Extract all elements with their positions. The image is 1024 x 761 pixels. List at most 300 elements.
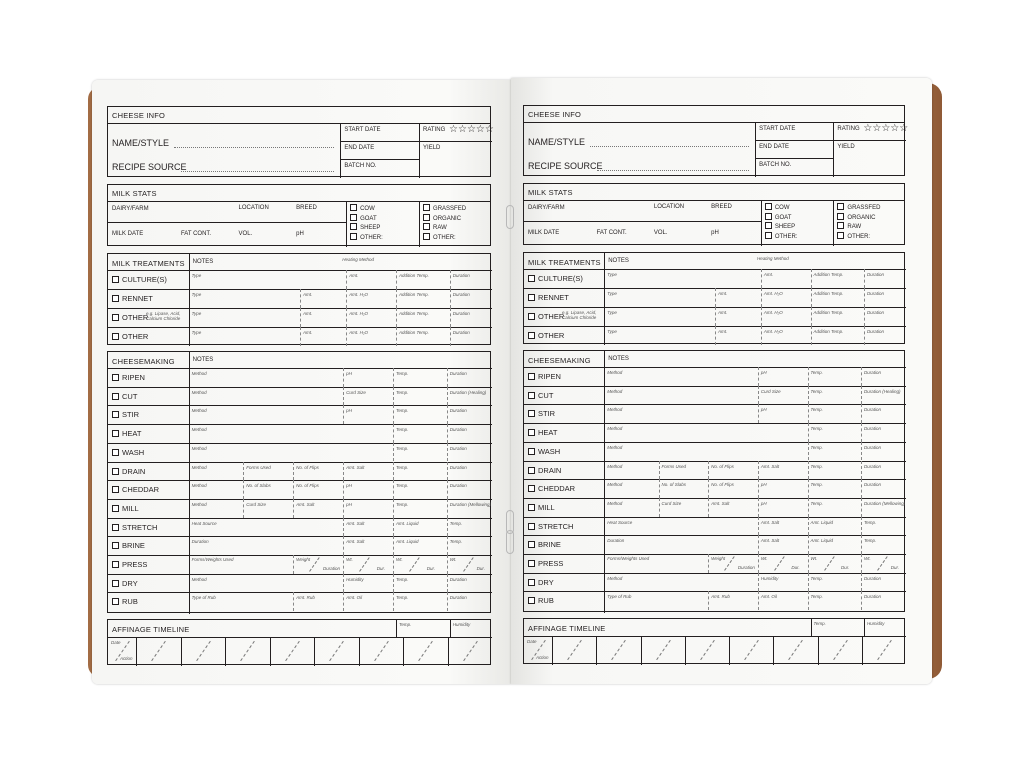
field-label: Amt. H₂O <box>349 311 369 316</box>
treatment-row-label[interactable] <box>528 293 569 302</box>
step-row-label[interactable] <box>112 597 138 606</box>
step-row-label[interactable] <box>528 559 563 568</box>
step-name: STRETCH <box>122 522 158 532</box>
checkbox[interactable] <box>765 213 772 220</box>
milk-quality-option[interactable] <box>837 213 875 221</box>
field-label: Amt. H₂O <box>763 291 783 296</box>
field-label: Duration <box>452 292 470 297</box>
cheese-info-section <box>107 106 494 177</box>
step-row-label[interactable] <box>528 372 561 381</box>
field-label: Type <box>607 272 617 277</box>
option-label: SHEEP <box>360 225 381 231</box>
step-row-label[interactable] <box>528 391 553 400</box>
field-label: Temp. <box>810 463 823 469</box>
option-label: GOAT <box>774 214 792 221</box>
field-label: Temp. <box>863 519 877 525</box>
dairy-farm-label: DAIRY/FARM <box>528 205 565 211</box>
timeline-cell[interactable] <box>314 637 315 666</box>
timeline-cell[interactable] <box>359 637 360 666</box>
step-row-label[interactable] <box>528 503 555 512</box>
treatment-row-label[interactable] <box>528 274 583 283</box>
milk-stats-section <box>107 184 491 246</box>
step-row-label[interactable] <box>112 523 157 532</box>
field-label: Duration <box>452 330 470 335</box>
checkbox[interactable] <box>112 333 119 340</box>
field-label: pH <box>760 500 767 506</box>
field-label: Amt. Rub <box>296 595 315 601</box>
step-name: BRINE <box>122 541 145 551</box>
field-label: pH <box>760 482 767 488</box>
checkbox[interactable] <box>112 411 119 418</box>
checkbox[interactable] <box>528 467 535 474</box>
checkbox[interactable] <box>350 223 357 230</box>
field-label: pH <box>346 371 352 376</box>
date-label: Date <box>111 640 121 645</box>
field-label: Temp. <box>810 407 823 413</box>
checkbox[interactable] <box>765 203 772 210</box>
field-label: Temp. <box>396 371 409 376</box>
field-label: Duration <box>863 370 881 375</box>
option-label: OTHER: <box>360 234 383 241</box>
checkbox[interactable] <box>112 449 119 456</box>
recipe-source-label: RECIPE SOURCE <box>528 161 603 171</box>
field-label: Dur. <box>890 565 900 570</box>
option-label: ORGANIC <box>433 215 462 222</box>
field-label: Type of Rub <box>191 595 216 601</box>
checkbox[interactable] <box>528 523 535 530</box>
field-label: Curd Size <box>760 388 781 394</box>
checkbox[interactable] <box>837 232 844 239</box>
checkbox[interactable] <box>528 504 535 511</box>
field-label: Type of Rub <box>607 594 632 600</box>
rating-label: RATING <box>837 126 860 132</box>
step-row-label[interactable] <box>112 392 137 401</box>
checkbox[interactable] <box>112 598 119 605</box>
step-name: DRY <box>538 577 554 587</box>
checkbox[interactable] <box>837 203 844 210</box>
staple-bottom <box>506 530 514 554</box>
field-label: Duration <box>452 273 470 278</box>
step-row-label[interactable] <box>528 522 573 531</box>
checkbox[interactable] <box>112 580 119 587</box>
field-label: Addition Temp. <box>813 310 844 315</box>
checkbox[interactable] <box>112 393 119 400</box>
step-row-label[interactable] <box>112 448 144 457</box>
step-name: CUT <box>538 390 554 400</box>
field-label: Duration <box>866 329 884 334</box>
checkbox[interactable] <box>112 374 119 381</box>
timeline-cell[interactable] <box>448 637 449 666</box>
treatment-row-label[interactable] <box>112 313 148 322</box>
checkbox[interactable] <box>837 222 844 229</box>
field-label: Forms/Weights Used <box>191 557 234 562</box>
field-label: Amt. H₂O <box>763 329 783 334</box>
field-label: Amt. H₂O <box>349 292 369 297</box>
affinage-timeline-section <box>523 618 905 664</box>
field-label: pH <box>346 501 352 507</box>
timeline-cell[interactable] <box>225 637 226 666</box>
checkbox[interactable] <box>528 294 535 301</box>
milk-type-option[interactable] <box>350 204 375 212</box>
checkbox[interactable] <box>528 392 535 399</box>
step-row-label[interactable] <box>528 447 560 456</box>
yield-label: YIELD <box>837 144 855 150</box>
field-label: Wt. <box>760 556 768 561</box>
step-row-label[interactable] <box>528 578 554 587</box>
step-name: WASH <box>538 446 561 456</box>
step-name: HEAT <box>538 428 558 438</box>
checkbox[interactable] <box>528 448 535 455</box>
checkbox[interactable] <box>528 597 535 604</box>
step-row-label[interactable] <box>112 467 145 476</box>
timeline-cell[interactable] <box>685 636 686 665</box>
milk-date-label: MILK DATE <box>112 231 144 237</box>
end-date-label: END DATE <box>759 144 790 150</box>
section-title: MILK TREATMENTS <box>112 259 185 268</box>
checkbox[interactable] <box>528 485 535 492</box>
checkbox[interactable] <box>350 233 357 240</box>
step-row-label[interactable] <box>112 579 138 588</box>
field-label: Duration (Healing) <box>863 388 901 394</box>
location-label: LOCATION <box>653 204 685 210</box>
timeline-cell[interactable] <box>403 637 404 666</box>
name-style-label: NAME/STYLE <box>528 137 586 147</box>
field-label: Type <box>191 311 202 316</box>
milk-stats-section <box>523 183 905 245</box>
cheesemaking-section <box>523 350 905 612</box>
milk-quality-option[interactable] <box>837 232 870 240</box>
checkbox[interactable] <box>112 295 119 302</box>
step-row-label[interactable] <box>112 373 145 382</box>
milk-type-option[interactable] <box>350 214 377 222</box>
milk-quality-option[interactable] <box>423 233 456 241</box>
field-label: Temp. <box>396 576 409 582</box>
field-label: Temp. <box>810 594 823 600</box>
recipe-source-field[interactable] <box>181 171 334 172</box>
field-label: Forms/Weights Used <box>607 556 650 561</box>
field-label: No. of Flips <box>296 464 319 470</box>
checkbox[interactable] <box>350 214 357 221</box>
option-label: GOAT <box>360 215 377 222</box>
milk-type-option[interactable] <box>765 222 795 230</box>
checkbox[interactable] <box>528 429 535 436</box>
checkbox[interactable] <box>528 373 535 380</box>
field-label: Duration <box>449 408 467 414</box>
field-label: Addition Temp. <box>399 311 429 316</box>
temp-label: Temp. <box>399 622 412 627</box>
step-row-label[interactable] <box>528 540 561 549</box>
section-header <box>524 184 904 201</box>
checkbox[interactable] <box>423 233 430 240</box>
field-label: Temp. <box>810 575 823 581</box>
field-label: Method <box>607 370 623 375</box>
step-row-label[interactable] <box>528 428 557 437</box>
cheese-info-section <box>523 105 909 176</box>
field-label: Duration <box>449 371 467 376</box>
field-label: Addition Temp. <box>399 292 429 297</box>
step-row-label[interactable] <box>112 541 145 550</box>
checkbox[interactable] <box>528 410 535 417</box>
checkbox[interactable] <box>423 204 430 211</box>
checkbox[interactable] <box>112 276 119 283</box>
section-title: AFFINAGE TIMELINE <box>528 624 606 633</box>
field-label: Dur. <box>841 565 850 570</box>
field-label: Addition Temp. <box>813 272 844 277</box>
checkbox[interactable] <box>112 542 119 549</box>
checkbox[interactable] <box>528 313 535 320</box>
field-label: Type <box>191 330 202 335</box>
timeline-cell[interactable] <box>181 637 182 666</box>
milk-quality-option[interactable] <box>423 214 461 222</box>
field-label: Amt. <box>303 330 313 335</box>
rating-stars[interactable]: ☆☆☆☆☆ <box>863 123 909 134</box>
step-row-label[interactable] <box>112 485 159 494</box>
field-label: Method <box>191 576 207 582</box>
field-label: Duration <box>866 310 884 315</box>
field-label: Duration <box>863 444 881 450</box>
timeline-cell[interactable] <box>729 636 730 665</box>
treatment-row-label[interactable] <box>112 332 148 341</box>
step-name: CUT <box>122 391 138 401</box>
milk-quality-option[interactable] <box>837 222 861 230</box>
timeline-cell[interactable] <box>136 637 137 666</box>
field-label: Type <box>191 292 202 297</box>
field-label: Amt. Oil <box>760 594 777 600</box>
start-date-label: START DATE <box>759 126 796 132</box>
field-label: Method <box>607 444 623 450</box>
field-label: Wt. <box>810 556 818 561</box>
treatment-name: OTHER <box>122 332 149 341</box>
field-label: Amt. <box>303 311 313 316</box>
field-label: Amt. Liquid <box>810 519 834 525</box>
end-date-label: END DATE <box>344 145 375 151</box>
field-label: Forms Used <box>661 463 687 469</box>
field-label: No. of Flips <box>711 482 734 488</box>
milk-quality-option[interactable] <box>423 223 447 231</box>
timeline-cell[interactable] <box>596 636 597 665</box>
treatment-name: OTHER <box>122 313 149 322</box>
step-name: CHEDDAR <box>538 484 576 494</box>
treatment-row-label[interactable] <box>112 275 167 284</box>
field-label: Duration <box>863 594 881 600</box>
option-label: GRASSFED <box>433 206 467 212</box>
field-label: Duration (Mellowing) <box>449 501 492 507</box>
field-label: Temp. <box>396 464 409 470</box>
field-label: Duration <box>863 463 881 469</box>
option-label: GRASSFED <box>847 205 881 211</box>
field-label: Type <box>607 310 617 315</box>
timeline-cell[interactable] <box>773 636 774 665</box>
milk-quality-option[interactable] <box>423 204 466 212</box>
treatment-row-label[interactable] <box>528 331 564 340</box>
field-label: Method <box>191 445 207 451</box>
section-title: CHEESE INFO <box>112 111 166 120</box>
section-title: AFFINAGE TIMELINE <box>112 625 190 634</box>
section-title: MILK TREATMENTS <box>528 258 601 267</box>
rating-stars[interactable]: ☆☆☆☆☆ <box>449 124 494 135</box>
field-label: Amt. Liquid <box>396 539 419 545</box>
milk-type-option[interactable] <box>765 213 792 221</box>
field-label: Duration (Mellowing) <box>863 500 906 506</box>
step-row-label[interactable] <box>528 484 575 493</box>
field-label: Amt. Liquid <box>396 520 419 526</box>
field-label: Temp. <box>396 445 409 451</box>
field-label: Duration (Healing) <box>449 389 487 395</box>
option-label: OTHER: <box>433 234 456 241</box>
field-label: Duration <box>607 538 625 544</box>
step-name: PRESS <box>538 559 564 568</box>
step-row-label[interactable] <box>112 429 141 438</box>
field-label: Amt. Oil <box>346 595 363 601</box>
field-label: No. of Slabs <box>661 482 687 488</box>
timeline-cell[interactable] <box>862 636 863 665</box>
field-label: Duration <box>863 575 881 581</box>
step-name: DRAIN <box>538 465 562 475</box>
checkbox[interactable] <box>528 579 535 586</box>
notes-label: NOTES <box>192 357 214 363</box>
field-label: Curd Size <box>246 501 266 507</box>
name-style-field[interactable] <box>174 147 334 148</box>
step-name: RUB <box>538 596 554 606</box>
step-name: MILL <box>122 503 139 513</box>
field-label: Temp. <box>810 444 823 450</box>
option-label: OTHER: <box>774 233 798 240</box>
field-label: Temp. <box>449 520 463 526</box>
timeline-cell[interactable] <box>641 636 642 665</box>
start-date-label: START DATE <box>344 127 381 133</box>
timeline-cell[interactable] <box>818 636 819 665</box>
field-label: Duration <box>863 407 881 413</box>
step-row-label[interactable] <box>528 409 555 418</box>
section-title: CHEESEMAKING <box>112 357 175 366</box>
field-label: Wt. <box>863 556 871 561</box>
option-label: OTHER: <box>847 233 871 240</box>
field-label: Amt. <box>303 292 313 297</box>
step-name: RIPEN <box>538 372 561 381</box>
checkbox[interactable] <box>423 214 430 221</box>
field-label: Duration <box>449 427 467 433</box>
milk-type-option[interactable] <box>350 233 383 241</box>
checkbox[interactable] <box>528 541 535 548</box>
field-label: Method <box>191 464 207 470</box>
recipe-source-label: RECIPE SOURCE <box>112 162 187 172</box>
rating-label: RATING <box>423 127 446 133</box>
staple-top <box>506 205 514 229</box>
batch-no-label: BATCH NO. <box>344 163 377 169</box>
field-label: pH <box>760 370 767 375</box>
milk-type-option[interactable] <box>765 232 798 240</box>
step-row-label[interactable] <box>112 410 139 419</box>
checkbox[interactable] <box>528 560 535 567</box>
field-label: Amt. <box>349 273 359 278</box>
checkbox[interactable] <box>112 314 119 321</box>
notes-label: NOTES <box>192 259 214 265</box>
field-label: Temp. <box>396 408 409 414</box>
checkbox[interactable] <box>528 332 535 339</box>
action-label: Action <box>120 656 133 661</box>
treatment-hint: e.g. Lipase, Acid, Calcium Chloride <box>562 310 597 320</box>
field-label: Weight <box>296 557 311 562</box>
checkbox[interactable] <box>112 505 119 512</box>
field-label: Amt. <box>763 272 774 277</box>
field-label: Method <box>607 500 623 506</box>
option-label: RAW <box>433 225 447 231</box>
recipe-source-field[interactable] <box>597 170 749 171</box>
name-style-field[interactable] <box>590 146 749 147</box>
field-label: Curd Size <box>346 389 366 395</box>
field-label: Duration <box>449 464 467 470</box>
field-label: No. of Slabs <box>246 483 271 489</box>
checkbox[interactable] <box>423 223 430 230</box>
checkbox[interactable] <box>765 232 772 239</box>
field-label: Method <box>191 389 207 395</box>
step-row-label[interactable] <box>112 504 139 513</box>
field-label: Humidity <box>346 576 364 582</box>
treatment-row-label[interactable] <box>112 294 153 303</box>
option-label: SHEEP <box>774 224 796 230</box>
checkbox[interactable] <box>528 275 535 282</box>
field-label: Addition Temp. <box>813 329 844 334</box>
field-label: Amt. Salt <box>760 463 780 469</box>
checkbox[interactable] <box>765 222 772 229</box>
treatment-row-label[interactable] <box>528 312 564 321</box>
field-label: Method <box>191 483 207 489</box>
milk-type-option[interactable] <box>765 203 790 211</box>
milk-quality-option[interactable] <box>837 203 880 211</box>
step-name: DRAIN <box>122 466 146 476</box>
yield-label: YIELD <box>423 145 441 151</box>
milk-type-option[interactable] <box>350 223 380 231</box>
field-label: Method <box>607 482 623 488</box>
step-row-label[interactable] <box>528 466 561 475</box>
field-label: Temp. <box>863 538 877 544</box>
checkbox[interactable] <box>112 561 119 568</box>
field-label: Method <box>607 388 623 394</box>
treatment-name: RENNET <box>538 293 569 302</box>
section-title: CHEESEMAKING <box>528 356 591 365</box>
field-label: Amt. Salt <box>346 520 365 526</box>
treatment-name: RENNET <box>122 294 153 303</box>
checkbox[interactable] <box>112 430 119 437</box>
field-label: Wt. <box>449 557 457 562</box>
treatment-hint: e.g. Lipase, Acid, Calcium Chloride <box>146 311 181 321</box>
checkbox[interactable] <box>837 213 844 220</box>
field-label: Dur. <box>376 566 386 571</box>
field-label: Temp. <box>810 370 823 375</box>
ph-label: pH <box>711 230 719 236</box>
treatment-name: OTHER <box>538 312 565 321</box>
checkbox[interactable] <box>112 468 119 475</box>
field-label: Duration <box>866 272 884 277</box>
step-row-label[interactable] <box>528 596 554 605</box>
step-name: BRINE <box>538 540 561 550</box>
timeline-cell[interactable] <box>270 637 271 666</box>
field-label: Amt. Liquid <box>810 538 834 544</box>
field-label: Temp. <box>396 389 409 395</box>
option-label: COW <box>774 205 790 211</box>
field-label: Duration <box>449 595 467 601</box>
fat-content-label: FAT CONT. <box>180 231 212 237</box>
checkbox[interactable] <box>112 524 119 531</box>
field-label: Temp. <box>810 482 823 488</box>
step-name: RIPEN <box>122 373 145 382</box>
checkbox[interactable] <box>350 204 357 211</box>
field-label: pH <box>346 483 352 489</box>
step-row-label[interactable] <box>112 560 147 569</box>
timeline-cell[interactable] <box>552 636 553 665</box>
breed-label: BREED <box>296 205 317 211</box>
checkbox[interactable] <box>112 486 119 493</box>
